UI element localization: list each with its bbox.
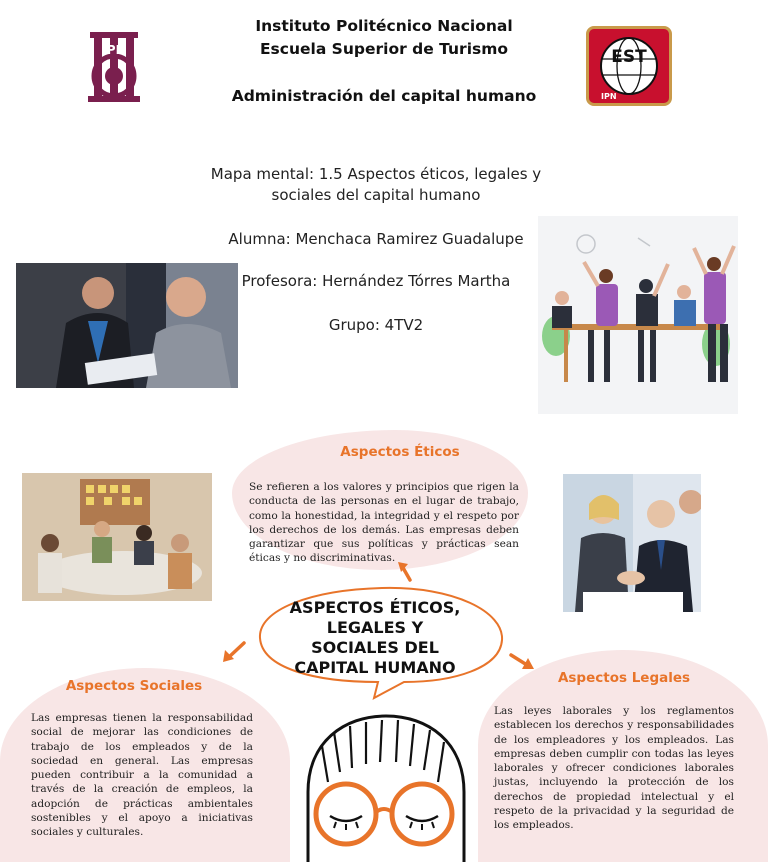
legales-title: Aspectos Legales: [557, 670, 691, 686]
school-name: Escuela Superior de Turismo: [259, 40, 509, 58]
map-title: Mapa mental: 1.5 Aspectos éticos, legales y sociales del capital humano: [210, 165, 542, 204]
eticos-title: Aspectos Éticos: [340, 444, 460, 460]
sociales-text: Las empresas tienen la responsabilidad social de mejorar las condiciones de trabajo de los empleados y de la sociedad en general. Las empresas pueden contribuir a la comunidad a través de la creación de empleos, la adopción de prácticas ambientales sostenibles y el apoyo a iniciativas sociales y culturales.: [31, 712, 253, 839]
institution-name: Instituto Politécnico Nacional: [255, 17, 513, 35]
arrow-down-right-icon: [508, 652, 536, 672]
group-label: Grupo: 4TV2: [328, 316, 424, 334]
ipn-logo: [84, 24, 144, 108]
illustration-face-glasses: [294, 712, 478, 862]
course-name: Administración del capital humano: [231, 87, 537, 105]
sociales-title: Aspectos Sociales: [65, 678, 203, 694]
ipn-logo-text: IPN: [102, 43, 126, 57]
teacher-name: Profesora: Hernández Tórres Martha: [241, 272, 511, 290]
illustration-team-celebrating: [538, 216, 738, 414]
est-logo-text: EST: [611, 47, 647, 67]
photo-team-meeting: [22, 473, 212, 601]
legales-text: Las leyes laborales y los reglamentos establecen los derechos y responsabilidades de los empleadores y los empleados. Las empresas deben cumplir con todas las leyes laborales y ofrecer condiciones laborales justas, incluyendo la protección de los derechos de propiedad intelectual y el respeto de la privacidad y la seguridad de los empleados.: [494, 705, 734, 832]
est-logo-sub: IPN: [601, 92, 617, 101]
arrow-up-icon: [396, 560, 416, 582]
est-logo: [586, 26, 672, 106]
arrow-down-left-icon: [221, 640, 247, 664]
photo-interview: [16, 263, 238, 388]
center-title: ASPECTOS ÉTICOS, LEGALES Y SOCIALES DEL CAPITAL HUMANO: [289, 598, 461, 677]
eticos-text: Se refieren a los valores y principios que rigen la conducta de las personas en el lugar de trabajo, como la honestidad, la integridad y el respeto por los derechos de los demás. Las empresas deben garantizar que sus políticas y prácticas sean éticas y no discriminativas.: [249, 481, 519, 565]
student-name: Alumna: Menchaca Ramirez Guadalupe: [228, 230, 524, 248]
photo-handshake: [563, 474, 701, 612]
